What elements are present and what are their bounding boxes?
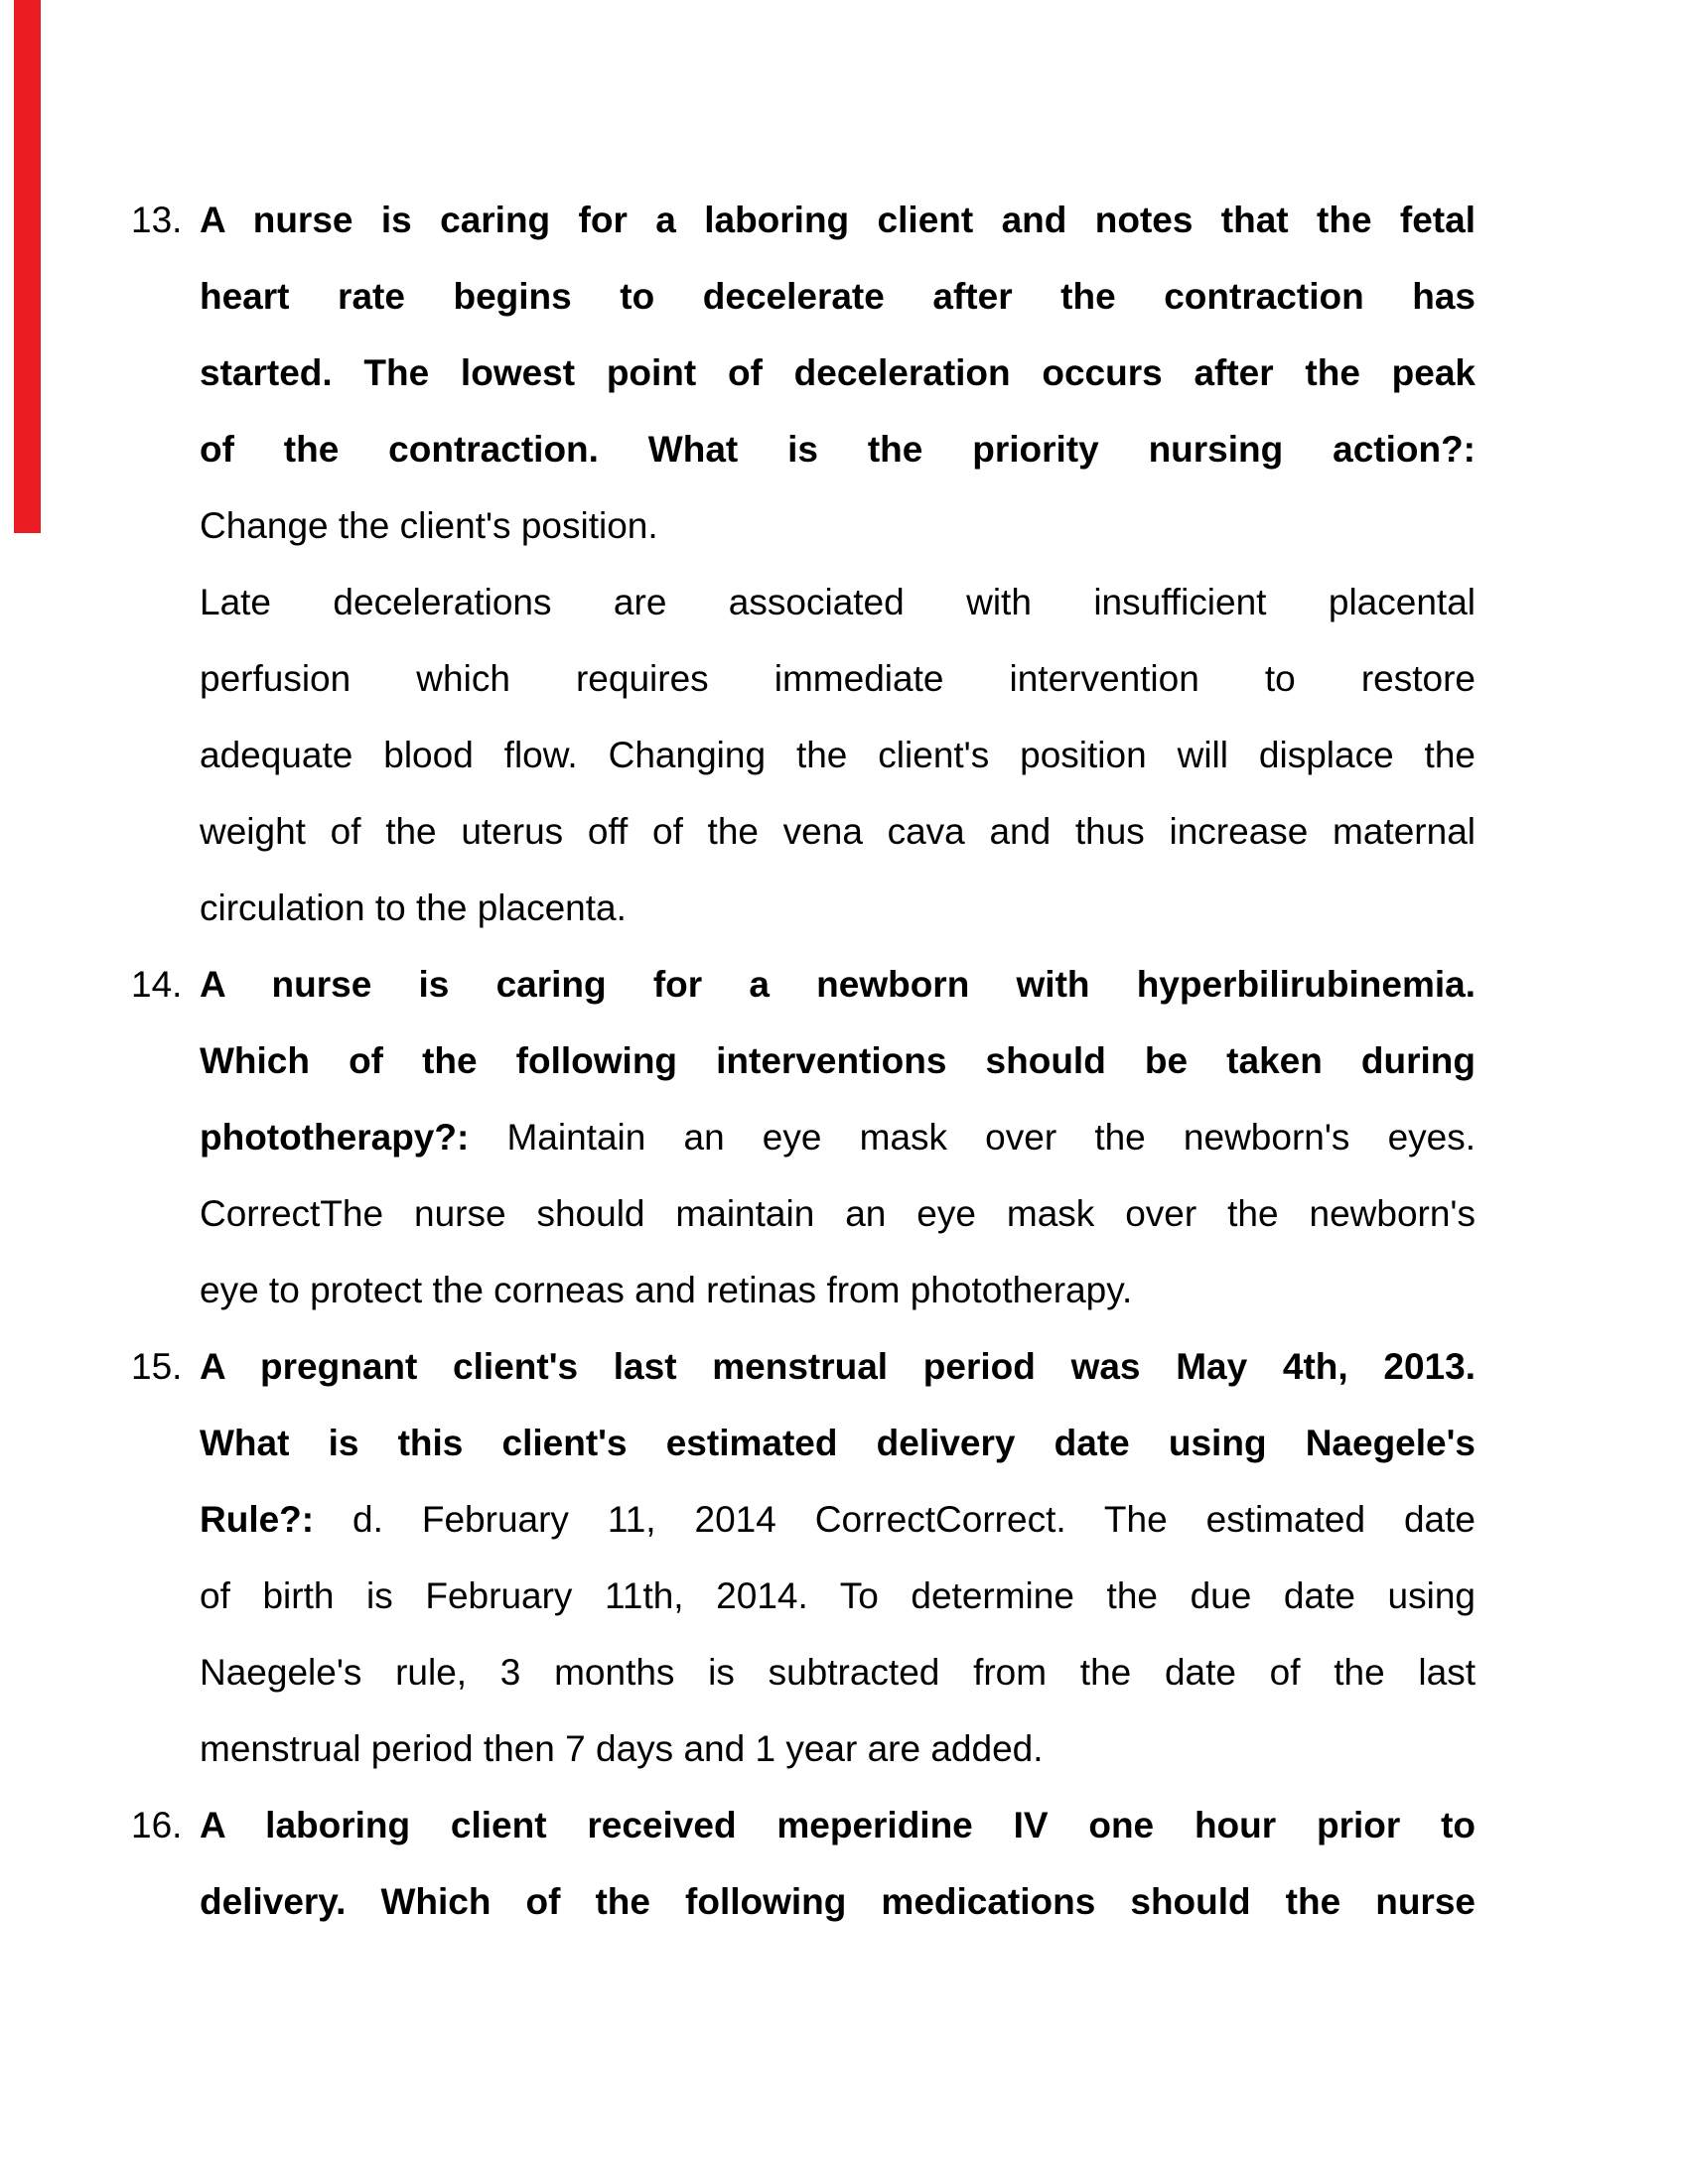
question-text-segment: of the contraction. What is the priority nursing action?: — [200, 429, 1476, 470]
answer-text-segment: d. February 11, 2014 CorrectCorrect. The estimated date — [314, 1499, 1476, 1540]
question-text-segment: A pregnant client's last menstrual period was May 4th, 2013. — [200, 1346, 1476, 1387]
text-line — [200, 1175, 1476, 1252]
question-text-segment: A nurse is caring for a laboring client and notes that the fetal — [200, 200, 1476, 240]
answer-text-segment: of birth is February 11th, 2014. To determine the due date using — [200, 1575, 1476, 1616]
text-line — [200, 870, 1476, 946]
answer-text-segment: CorrectThe nurse should maintain an eye mask over the newborn's — [200, 1193, 1476, 1234]
question-text-segment: started. The lowest point of deceleration occurs after the peak — [200, 352, 1476, 393]
text-line — [200, 411, 1476, 487]
red-margin-bar — [14, 0, 41, 533]
list-item — [131, 1787, 1476, 1940]
question-text-segment: heart rate begins to decelerate after the contraction has — [200, 276, 1476, 317]
text-line — [200, 564, 1476, 640]
item-number: 13. — [131, 200, 183, 240]
list-item — [131, 182, 1476, 946]
list-item — [131, 946, 1476, 1328]
text-line — [200, 1023, 1476, 1099]
text-line — [200, 335, 1476, 411]
text-line — [200, 258, 1476, 335]
text-line — [200, 640, 1476, 717]
text-line — [200, 1710, 1476, 1787]
text-line — [200, 1863, 1476, 1940]
list-item — [131, 1328, 1476, 1787]
answer-text-segment: perfusion which requires immediate intervention to restore — [200, 658, 1476, 699]
answer-text-segment: eye to protect the corneas and retinas from phototherapy. — [200, 1270, 1133, 1310]
text-line — [200, 1481, 1476, 1558]
text-line — [200, 1252, 1476, 1328]
question-text-segment: Which of the following interventions should be taken during — [200, 1040, 1476, 1081]
text-line — [200, 793, 1476, 870]
text-line — [200, 946, 1476, 1023]
question-text-segment: A nurse is caring for a newborn with hyperbilirubinemia. — [200, 964, 1476, 1005]
text-line — [200, 1328, 1476, 1405]
answer-text-segment: Maintain an eye mask over the newborn's eyes. — [469, 1117, 1476, 1158]
question-text-segment: phototherapy?: — [200, 1117, 470, 1158]
question-text-segment: A laboring client received meperidine IV one hour prior to — [200, 1805, 1476, 1845]
text-line — [200, 717, 1476, 793]
text-line — [200, 1787, 1476, 1863]
item-number: 16. — [131, 1805, 183, 1845]
question-text-segment: What is this client's estimated delivery date using Naegele's — [200, 1423, 1476, 1463]
answer-text-segment: circulation to the placenta. — [200, 887, 627, 928]
item-number: 15. — [131, 1346, 183, 1387]
text-line — [200, 487, 1476, 564]
answer-text-segment: adequate blood flow. Changing the client's position will displace the — [200, 735, 1476, 775]
answer-text-segment: Naegele's rule, 3 months is subtracted from the date of the last — [200, 1652, 1476, 1693]
question-text-segment: Rule?: — [200, 1499, 315, 1540]
text-line — [200, 1634, 1476, 1710]
answer-text-segment: weight of the uterus off of the vena cava and thus increase maternal — [200, 811, 1476, 852]
text-line — [200, 182, 1476, 258]
answer-text-segment: Change the client's position. — [200, 505, 658, 546]
answer-text-segment: Late decelerations are associated with insufficient placental — [200, 582, 1476, 622]
text-line — [200, 1099, 1476, 1175]
question-list — [131, 182, 1476, 1940]
question-text-segment: delivery. Which of the following medications should the nurse — [200, 1881, 1476, 1922]
item-number: 14. — [131, 964, 183, 1005]
answer-text-segment: menstrual period then 7 days and 1 year are added. — [200, 1728, 1044, 1769]
text-line — [200, 1558, 1476, 1634]
text-line — [200, 1405, 1476, 1481]
